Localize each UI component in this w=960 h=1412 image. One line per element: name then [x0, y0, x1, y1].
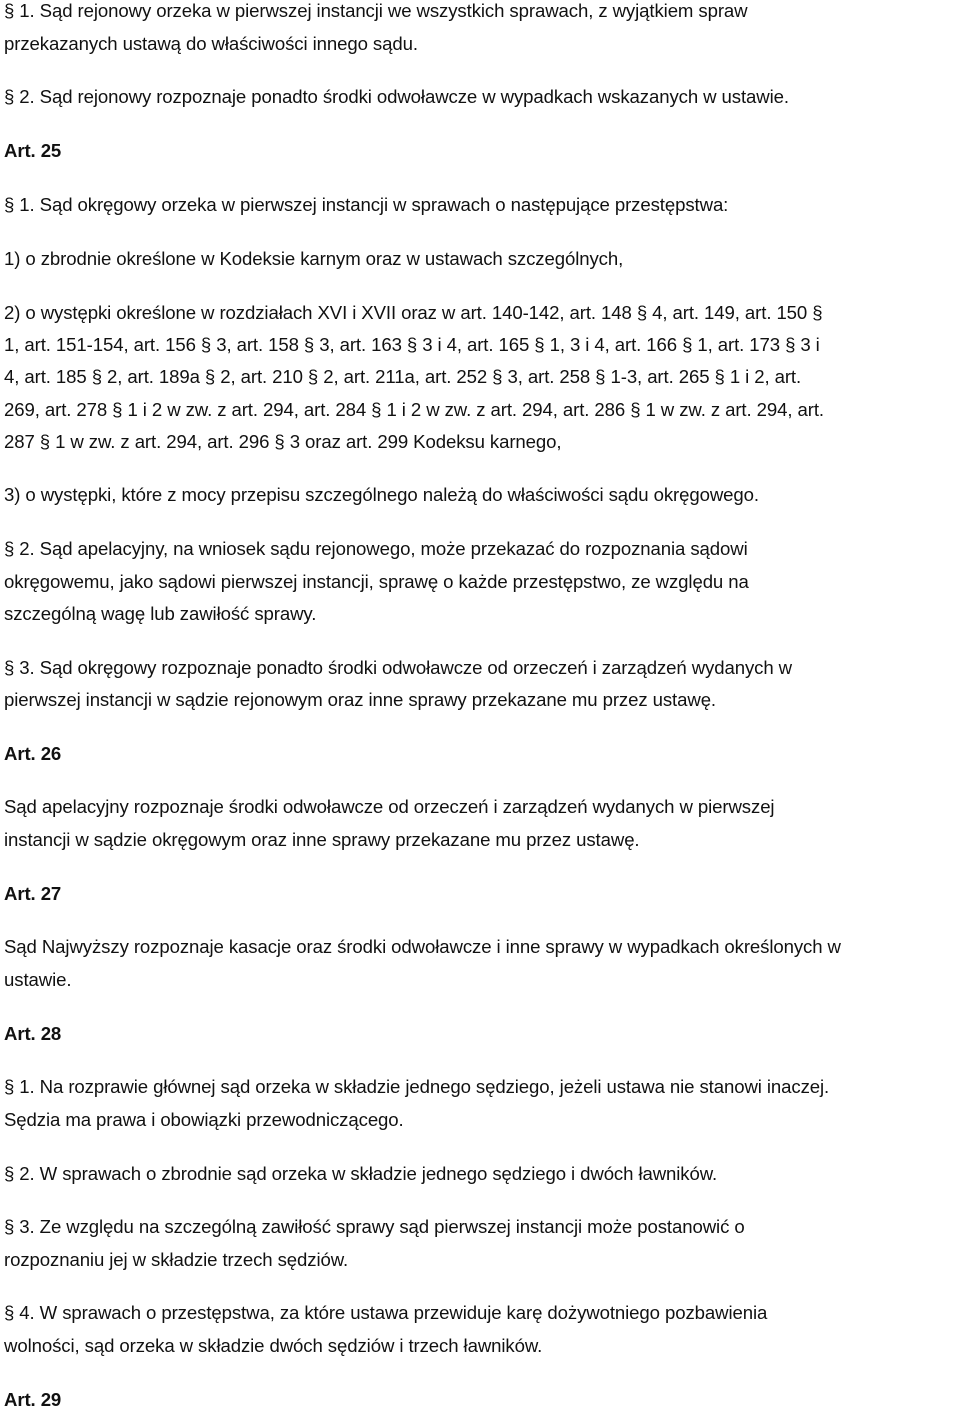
- article-heading: Art. 29: [4, 1389, 62, 1410]
- paragraph-line: § 4. W sprawach o przestępstwa, za które ustawa przewiduje karę dożywotniego pozbawienia: [4, 1302, 768, 1323]
- paragraph-line: Sąd apelacyjny rozpoznaje środki odwoławcze od orzeczeń i zarządzeń wydanych w pierwszej: [4, 796, 775, 817]
- paragraph-line: § 2. Sąd rejonowy rozpoznaje ponadto środki odwoławcze w wypadkach wskazanych w ustawie.: [4, 86, 789, 107]
- paragraph-line: § 2. Sąd apelacyjny, na wniosek sądu rejonowego, może przekazać do rozpoznania sądowi: [4, 538, 748, 559]
- paragraph-line: przekazanych ustawą do właściwości innego sądu.: [4, 33, 418, 54]
- article-heading: Art. 28: [4, 1023, 62, 1044]
- paragraph-line: 269, art. 278 § 1 i 2 w zw. z art. 294, art. 284 § 1 i 2 w zw. z art. 294, art. 286 § 1 w zw. z art. 294, art.: [4, 399, 824, 420]
- paragraph-line: wolności, sąd orzeka w składzie dwóch sędziów i trzech ławników.: [4, 1335, 543, 1356]
- paragraph-line: § 1. Na rozprawie głównej sąd orzeka w składzie jednego sędziego, jeżeli ustawa nie stanowi inaczej.: [4, 1076, 830, 1097]
- paragraph-line: § 1. Sąd rejonowy orzeka w pierwszej instancji we wszystkich sprawach, z wyjątkiem spraw: [4, 0, 748, 21]
- paragraph-line: § 1. Sąd okręgowy orzeka w pierwszej instancji w sprawach o następujące przestępstwa:: [4, 194, 729, 215]
- paragraph-line: pierwszej instancji w sądzie rejonowym oraz inne sprawy przekazane mu przez ustawę.: [4, 689, 716, 710]
- paragraph-line: § 3. Ze względu na szczególną zawiłość sprawy sąd pierwszej instancji może postanowić o: [4, 1216, 745, 1237]
- paragraph-line: Sędzia ma prawa i obowiązki przewodniczącego.: [4, 1109, 404, 1130]
- paragraph-line: 3) o występki, które z mocy przepisu szczególnego należą do właściwości sądu okręgowego.: [4, 484, 759, 505]
- article-heading: Art. 25: [4, 140, 62, 161]
- paragraph-line: § 3. Sąd okręgowy rozpoznaje ponadto środki odwoławcze od orzeczeń i zarządzeń wydanych w: [4, 657, 792, 678]
- paragraph-line: ustawie.: [4, 969, 72, 990]
- paragraph-line: rozpoznaniu jej w składzie trzech sędziów.: [4, 1249, 349, 1270]
- paragraph-line: instancji w sądzie okręgowym oraz inne sprawy przekazane mu przez ustawę.: [4, 829, 640, 850]
- paragraph-line: szczególną wagę lub zawiłość sprawy.: [4, 603, 317, 624]
- paragraph-line: § 2. W sprawach o zbrodnie sąd orzeka w składzie jednego sędziego i dwóch ławników.: [4, 1163, 718, 1184]
- article-heading: Art. 27: [4, 883, 62, 904]
- paragraph-line: 1, art. 151-154, art. 156 § 3, art. 158 § 3, art. 163 § 3 i 4, art. 165 § 1, 3 i 4, art. 166 § 1, art. 173 § 3 i: [4, 334, 820, 355]
- paragraph-line: Sąd Najwyższy rozpoznaje kasacje oraz środki odwoławcze i inne sprawy w wypadkach określonych w: [4, 936, 841, 957]
- paragraph-line: 287 § 1 w zw. z art. 294, art. 296 § 3 oraz art. 299 Kodeksu karnego,: [4, 431, 562, 452]
- paragraph-line: 1) o zbrodnie określone w Kodeksie karnym oraz w ustawach szczególnych,: [4, 248, 624, 269]
- paragraph-line: 2) o występki określone w rozdziałach XVI i XVII oraz w art. 140-142, art. 148 § 4, art. 149, art. 150 §: [4, 302, 823, 323]
- article-heading: Art. 26: [4, 743, 62, 764]
- paragraph-line: okręgowemu, jako sądowi pierwszej instancji, sprawę o każde przestępstwo, ze względu na: [4, 571, 749, 592]
- paragraph-line: 4, art. 185 § 2, art. 189a § 2, art. 210 § 2, art. 211a, art. 252 § 3, art. 258 § 1-3, art. 265 § 1 i 2, art.: [4, 366, 802, 387]
